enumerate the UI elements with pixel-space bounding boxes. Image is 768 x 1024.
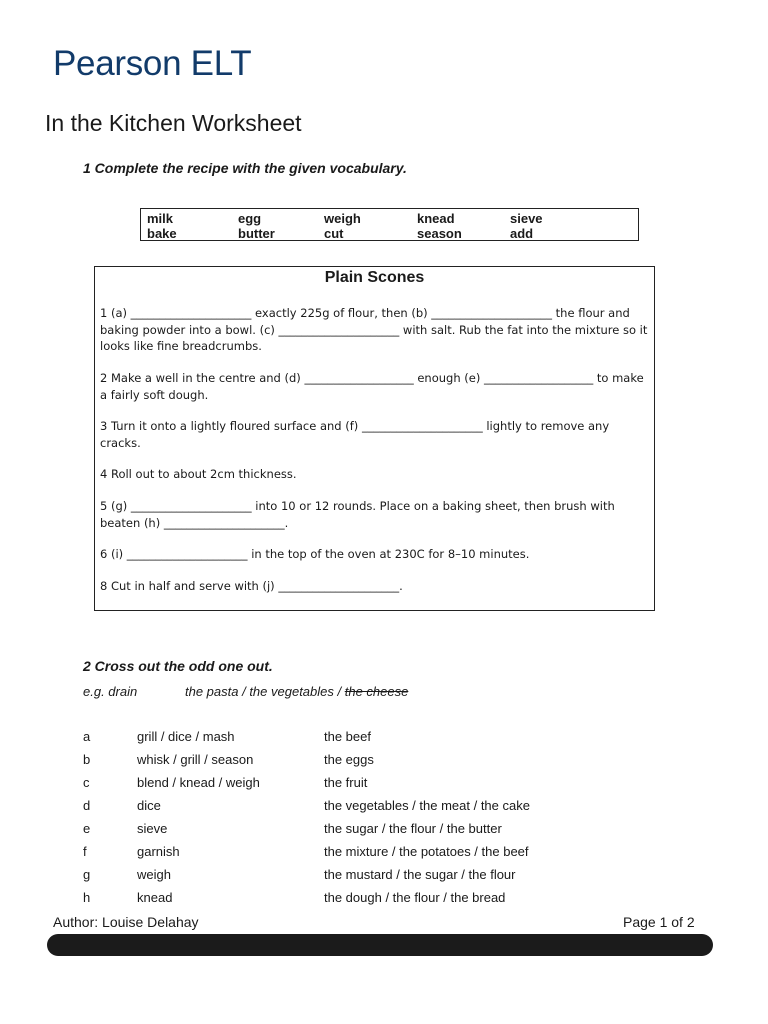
item-letter: b — [83, 752, 91, 767]
item-verbs: grill / dice / mash — [137, 729, 235, 744]
recipe-step: 3 Turn it onto a lightly floured surface and (f) _____________________ lightly to remove any cracks. — [100, 419, 610, 450]
item-verbs: whisk / grill / season — [137, 752, 254, 767]
vocab-word: egg — [238, 211, 262, 226]
vocabulary-box — [140, 208, 639, 241]
item-letter: f — [83, 844, 87, 859]
recipe-box — [94, 266, 655, 611]
item-objects: the beef — [324, 729, 371, 744]
item-verbs: dice — [137, 798, 161, 813]
item-verbs: blend / knead / weigh — [137, 775, 260, 790]
example-crossed-option: the cheese — [344, 684, 409, 699]
item-objects: the eggs — [324, 752, 374, 767]
recipe-step: 4 Roll out to about 2cm thickness. — [100, 467, 297, 481]
item-verbs: weigh — [137, 867, 171, 882]
exercise-1-heading: 1 Complete the recipe with the given vocabulary. — [83, 160, 407, 176]
item-letter: h — [83, 890, 91, 905]
vocab-word: butter — [238, 226, 275, 241]
recipe-title: Plain Scones — [324, 269, 425, 286]
exercise-2-heading: 2 Cross out the odd one out. — [83, 658, 273, 674]
item-letter: a — [83, 729, 91, 744]
example-options — [185, 684, 408, 699]
item-objects: the vegetables / the meat / the cake — [324, 798, 530, 813]
item-verbs: garnish — [137, 844, 180, 859]
item-verbs: sieve — [137, 821, 168, 836]
footer-bar — [47, 934, 713, 956]
pearson-elt-logo: Pearson ELT — [53, 44, 252, 83]
vocab-word: weigh — [324, 211, 361, 226]
vocab-word: knead — [417, 211, 455, 226]
recipe-step: 5 (g) _____________________ into 10 or 12 rounds. Place on a baking sheet, then brush with beaten (h) _____________________. — [100, 499, 615, 530]
page-title: In the Kitchen Worksheet — [45, 110, 302, 136]
vocab-word: bake — [147, 226, 177, 241]
item-letter: e — [83, 821, 91, 836]
item-objects: the dough / the flour / the bread — [324, 890, 506, 905]
item-objects: the sugar / the flour / the butter — [324, 821, 502, 836]
item-letter: g — [83, 867, 91, 882]
item-letter: c — [83, 775, 90, 790]
vocab-word: add — [510, 226, 534, 241]
recipe-step: 1 (a) _____________________ exactly 225g of flour, then (b) _____________________ the flour and baking powder into a bowl. (c) _____________________ with salt. Rub the fat into the mixture so it looks like fine breadcrumbs. — [100, 306, 648, 353]
vocab-word: milk — [147, 211, 174, 226]
page-number: Page 1 of 2 — [623, 914, 695, 930]
item-objects: the fruit — [324, 775, 368, 790]
item-letter: d — [83, 798, 91, 813]
vocab-word: season — [417, 226, 462, 241]
vocab-word: sieve — [510, 211, 543, 226]
item-objects: the mustard / the sugar / the flour — [324, 867, 516, 882]
example-verb: e.g. drain — [83, 684, 138, 699]
item-objects: the mixture / the potatoes / the beef — [324, 844, 529, 859]
vocab-word: cut — [324, 226, 344, 241]
recipe-step: 6 (i) _____________________ in the top of the oven at 230C for 8–10 minutes. — [100, 547, 530, 561]
recipe-step: 8 Cut in half and serve with (j) _____________________. — [100, 579, 403, 593]
footer-author: Author: Louise Delahay — [53, 914, 199, 930]
example-options-prefix: the pasta / the vegetables / — [185, 684, 345, 699]
recipe-step: 2 Make a well in the centre and (d) ___________________ enough (e) ___________________ to make a fairly soft dough. — [100, 371, 644, 402]
item-verbs: knead — [137, 890, 173, 905]
